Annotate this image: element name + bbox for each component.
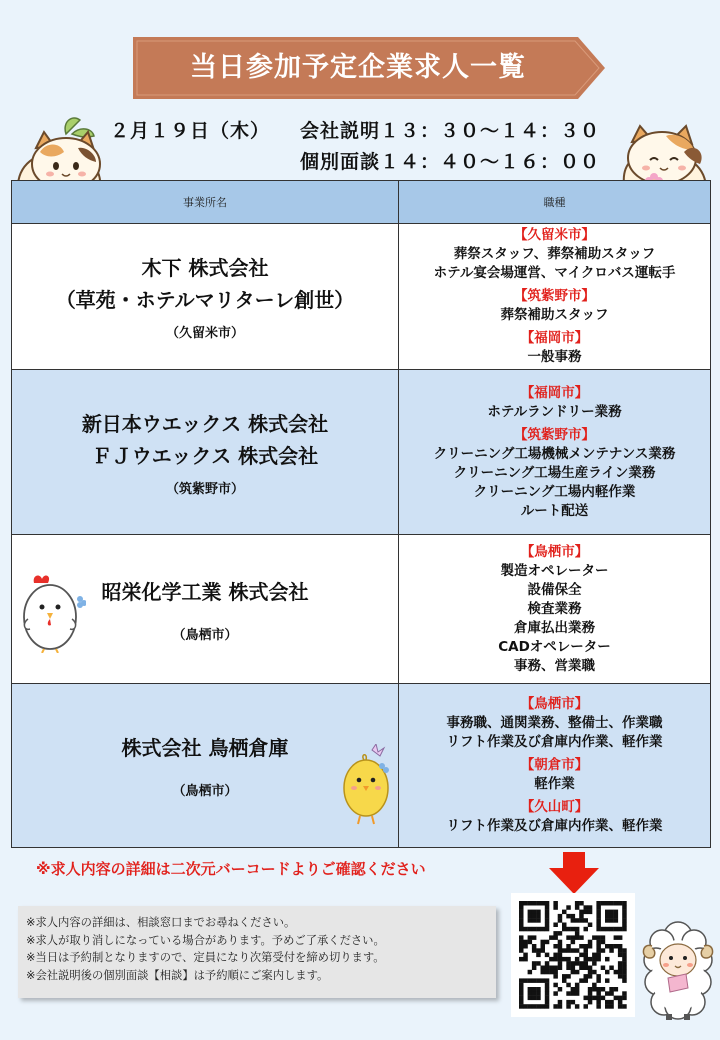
job-listing-table [11, 180, 711, 848]
notes-box [18, 906, 496, 998]
note-line: ※会社説明後の個別面談【相談】は予約順にご案内します。 [26, 968, 329, 982]
company-name: 木下 株式会社 [141, 256, 269, 280]
schedule-interview [300, 147, 600, 174]
job-item: CADオペレーター [498, 638, 611, 655]
chicken-illustration [20, 573, 86, 653]
job-item: クリーニング工場生産ライン業務 [453, 464, 656, 481]
city-label: 【朝倉市】 [520, 757, 589, 773]
header-job-type: 職種 [399, 181, 711, 224]
sheep-illustration [638, 916, 718, 1022]
job-cell [399, 224, 711, 370]
header-company: 事業所名 [12, 181, 399, 224]
event-date: ２月１９日（木） [110, 120, 271, 142]
note-line: ※求人が取り消しになっている場合があります。予めご了承ください。 [26, 933, 385, 947]
job-item: 事務職、通関業務、整備士、作業職 [446, 715, 663, 731]
table-row [12, 535, 711, 684]
city-label: 【筑紫野市】 [514, 426, 595, 443]
company-cell [12, 684, 399, 848]
job-item: リフト作業及び倉庫内作業、軽作業 [446, 818, 663, 834]
job-item: ルート配送 [520, 502, 589, 519]
page-title: 当日参加予定企業求人一覧 [190, 52, 526, 83]
job-item: 検査業務 [527, 600, 582, 617]
job-item: 倉庫払出業務 [514, 619, 595, 636]
city-label: 【筑紫野市】 [514, 288, 595, 304]
schedule-label: 個別面談 [300, 151, 381, 173]
company-location: （鳥栖市） [172, 627, 238, 643]
schedule-time: １４：４０～１６：００ [380, 151, 601, 173]
job-item: 一般事務 [527, 349, 582, 365]
job-item: ホテルランドリー業務 [487, 403, 622, 420]
chick-illustration [342, 744, 394, 826]
company-name: （草苑・ホテルマリターレ創世） [55, 288, 355, 312]
qr-code[interactable] [511, 893, 635, 1017]
job-cell [399, 684, 711, 848]
city-label: 【鳥栖市】 [520, 543, 589, 560]
job-item: ホテル宴会場運営、マイクロバス運転手 [433, 265, 676, 281]
company-cell [12, 535, 399, 684]
schedule-time: １３：３０～１４：３０ [380, 120, 601, 142]
city-label: 【久山町】 [520, 799, 589, 815]
job-item: 製造オペレーター [500, 562, 609, 579]
table-row [12, 684, 711, 848]
company-name: 昭栄化学工業 株式会社 [101, 579, 309, 604]
job-item: 設備保全 [527, 581, 582, 598]
job-item: 事務、営業職 [514, 657, 595, 674]
company-location: （筑紫野市） [165, 481, 244, 497]
company-name: ＦＪウエックス 株式会社 [91, 443, 319, 468]
company-name: 新日本ウエックス 株式会社 [81, 411, 329, 436]
schedule-briefing [300, 116, 600, 143]
title-banner [133, 37, 605, 99]
job-item: 葬祭補助スタッフ [500, 307, 609, 323]
note-line: ※求人内容の詳細は、相談窓口までお尋ねください。 [26, 916, 296, 929]
job-item: クリーニング工場内軽作業 [473, 483, 636, 500]
job-cell [399, 370, 711, 535]
company-location: （久留米市） [165, 326, 244, 341]
table-row [12, 224, 711, 370]
schedule-label: 会社説明 [300, 120, 381, 142]
company-cell [12, 370, 399, 535]
city-label: 【久留米市】 [514, 227, 595, 243]
job-item: 葬祭スタッフ、葬祭補助スタッフ [453, 246, 656, 262]
company-location: （鳥栖市） [172, 784, 238, 799]
job-item: リフト作業及び倉庫内作業、軽作業 [446, 734, 663, 750]
table-row [12, 370, 711, 535]
job-item: 軽作業 [534, 776, 575, 792]
city-label: 【福岡市】 [520, 330, 589, 346]
company-name: 株式会社 鳥栖倉庫 [121, 736, 289, 760]
job-item: クリーニング工場機械メンテナンス業務 [433, 445, 676, 462]
city-label: 【福岡市】 [520, 384, 589, 401]
note-line: ※当日は予約制となりますので、定員になり次第受付を締め切ります。 [26, 951, 385, 964]
company-cell [12, 224, 399, 370]
arrow-down-icon [549, 852, 599, 894]
job-cell [399, 535, 711, 684]
qr-notice: ※求人内容の詳細は二次元バーコードよりご確認ください [36, 860, 426, 878]
city-label: 【鳥栖市】 [520, 696, 589, 712]
